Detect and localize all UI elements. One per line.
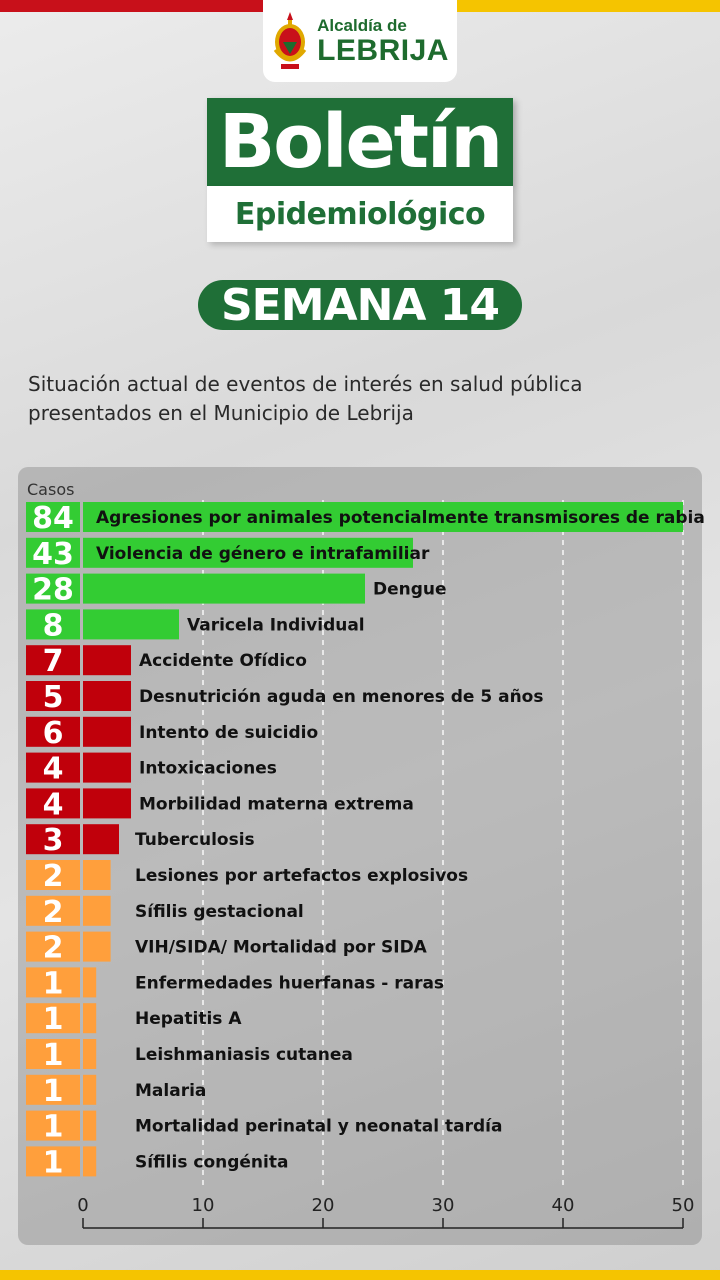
bar [83,753,131,783]
x-tick-label: 0 [77,1195,89,1216]
category-label: Violencia de género e intrafamiliar [96,543,430,564]
bar [83,681,131,711]
value-label: 2 [42,859,64,894]
value-label: 2 [42,894,64,930]
category-label: Morbilidad materna extrema [139,794,414,815]
value-label: 1 [42,966,64,1002]
bottom-bar-yellow [0,1270,720,1280]
bar [83,1003,96,1033]
bar [83,645,131,675]
bar [83,967,96,997]
category-label: Dengue [373,579,447,600]
value-label: 4 [42,787,64,823]
bar [83,932,111,962]
category-label: Desnutrición aguda en menores de 5 años [139,687,544,707]
x-tick-label: 20 [311,1195,335,1216]
value-label: 6 [42,715,64,751]
category-label: Intoxicaciones [139,758,277,779]
value-label: 3 [42,823,64,859]
x-tick-label: 30 [431,1195,455,1216]
bar [83,1146,96,1176]
value-label: 1 [42,1002,64,1038]
category-label: VIH/SIDA/ Mortalidad por SIDA [135,937,427,958]
value-label: 1 [42,1145,64,1181]
logo-line1: Alcaldía de [317,15,407,35]
value-label: 4 [42,751,64,787]
category-label: Accidente Ofídico [139,651,307,672]
category-label: Sífilis gestacional [135,901,304,922]
week-label: SEMANA 14 [220,279,499,331]
category-label: Leishmaniasis cutanea [135,1045,353,1065]
category-label: Varicela Individual [187,615,365,636]
value-label: 5 [42,680,64,715]
bar [83,788,131,818]
page-title: Boletín [218,99,502,185]
value-label: 8 [42,608,64,644]
bar [83,1111,96,1141]
category-label: Enfermedades huerfanas - raras [135,973,445,994]
bar [83,824,119,854]
value-label: 7 [42,644,64,680]
logo-line2: LEBRIJA [317,33,449,67]
category-label: Tuberculosis [135,830,255,851]
category-label: Lesiones por artefactos explosivos [135,866,469,886]
bar [83,574,365,604]
x-tick-label: 10 [191,1195,215,1216]
category-label: Agresiones por animales potencialmente transmisores de rabia [96,508,705,528]
category-label: Hepatitis A [135,1009,242,1030]
bar [83,1075,96,1105]
intro-line1: Situación actual de eventos de interés en salud pública [28,372,583,396]
bar [83,717,131,747]
category-label: Intento de suicidio [139,722,319,743]
value-label: 28 [32,572,74,608]
bar [83,860,111,890]
x-tick-label: 40 [551,1195,575,1216]
value-label: 2 [42,930,64,966]
value-label: 1 [42,1073,64,1109]
value-label: 43 [32,536,74,572]
category-label: Malaria [135,1080,207,1101]
value-label: 1 [42,1038,64,1073]
page-subtitle: Epidemiológico [234,196,486,232]
x-tick-label: 50 [671,1195,695,1216]
bar [83,609,179,639]
category-label: Mortalidad perinatal y neonatal tardía [135,1116,503,1137]
value-label: 84 [32,501,74,536]
category-label: Sífilis congénita [135,1152,289,1173]
bar [83,1039,96,1069]
intro-line2: presentados en el Municipio de Lebrija [28,401,414,425]
bar [83,896,111,926]
value-label: 1 [42,1109,64,1145]
y-axis-label: Casos [27,480,75,499]
